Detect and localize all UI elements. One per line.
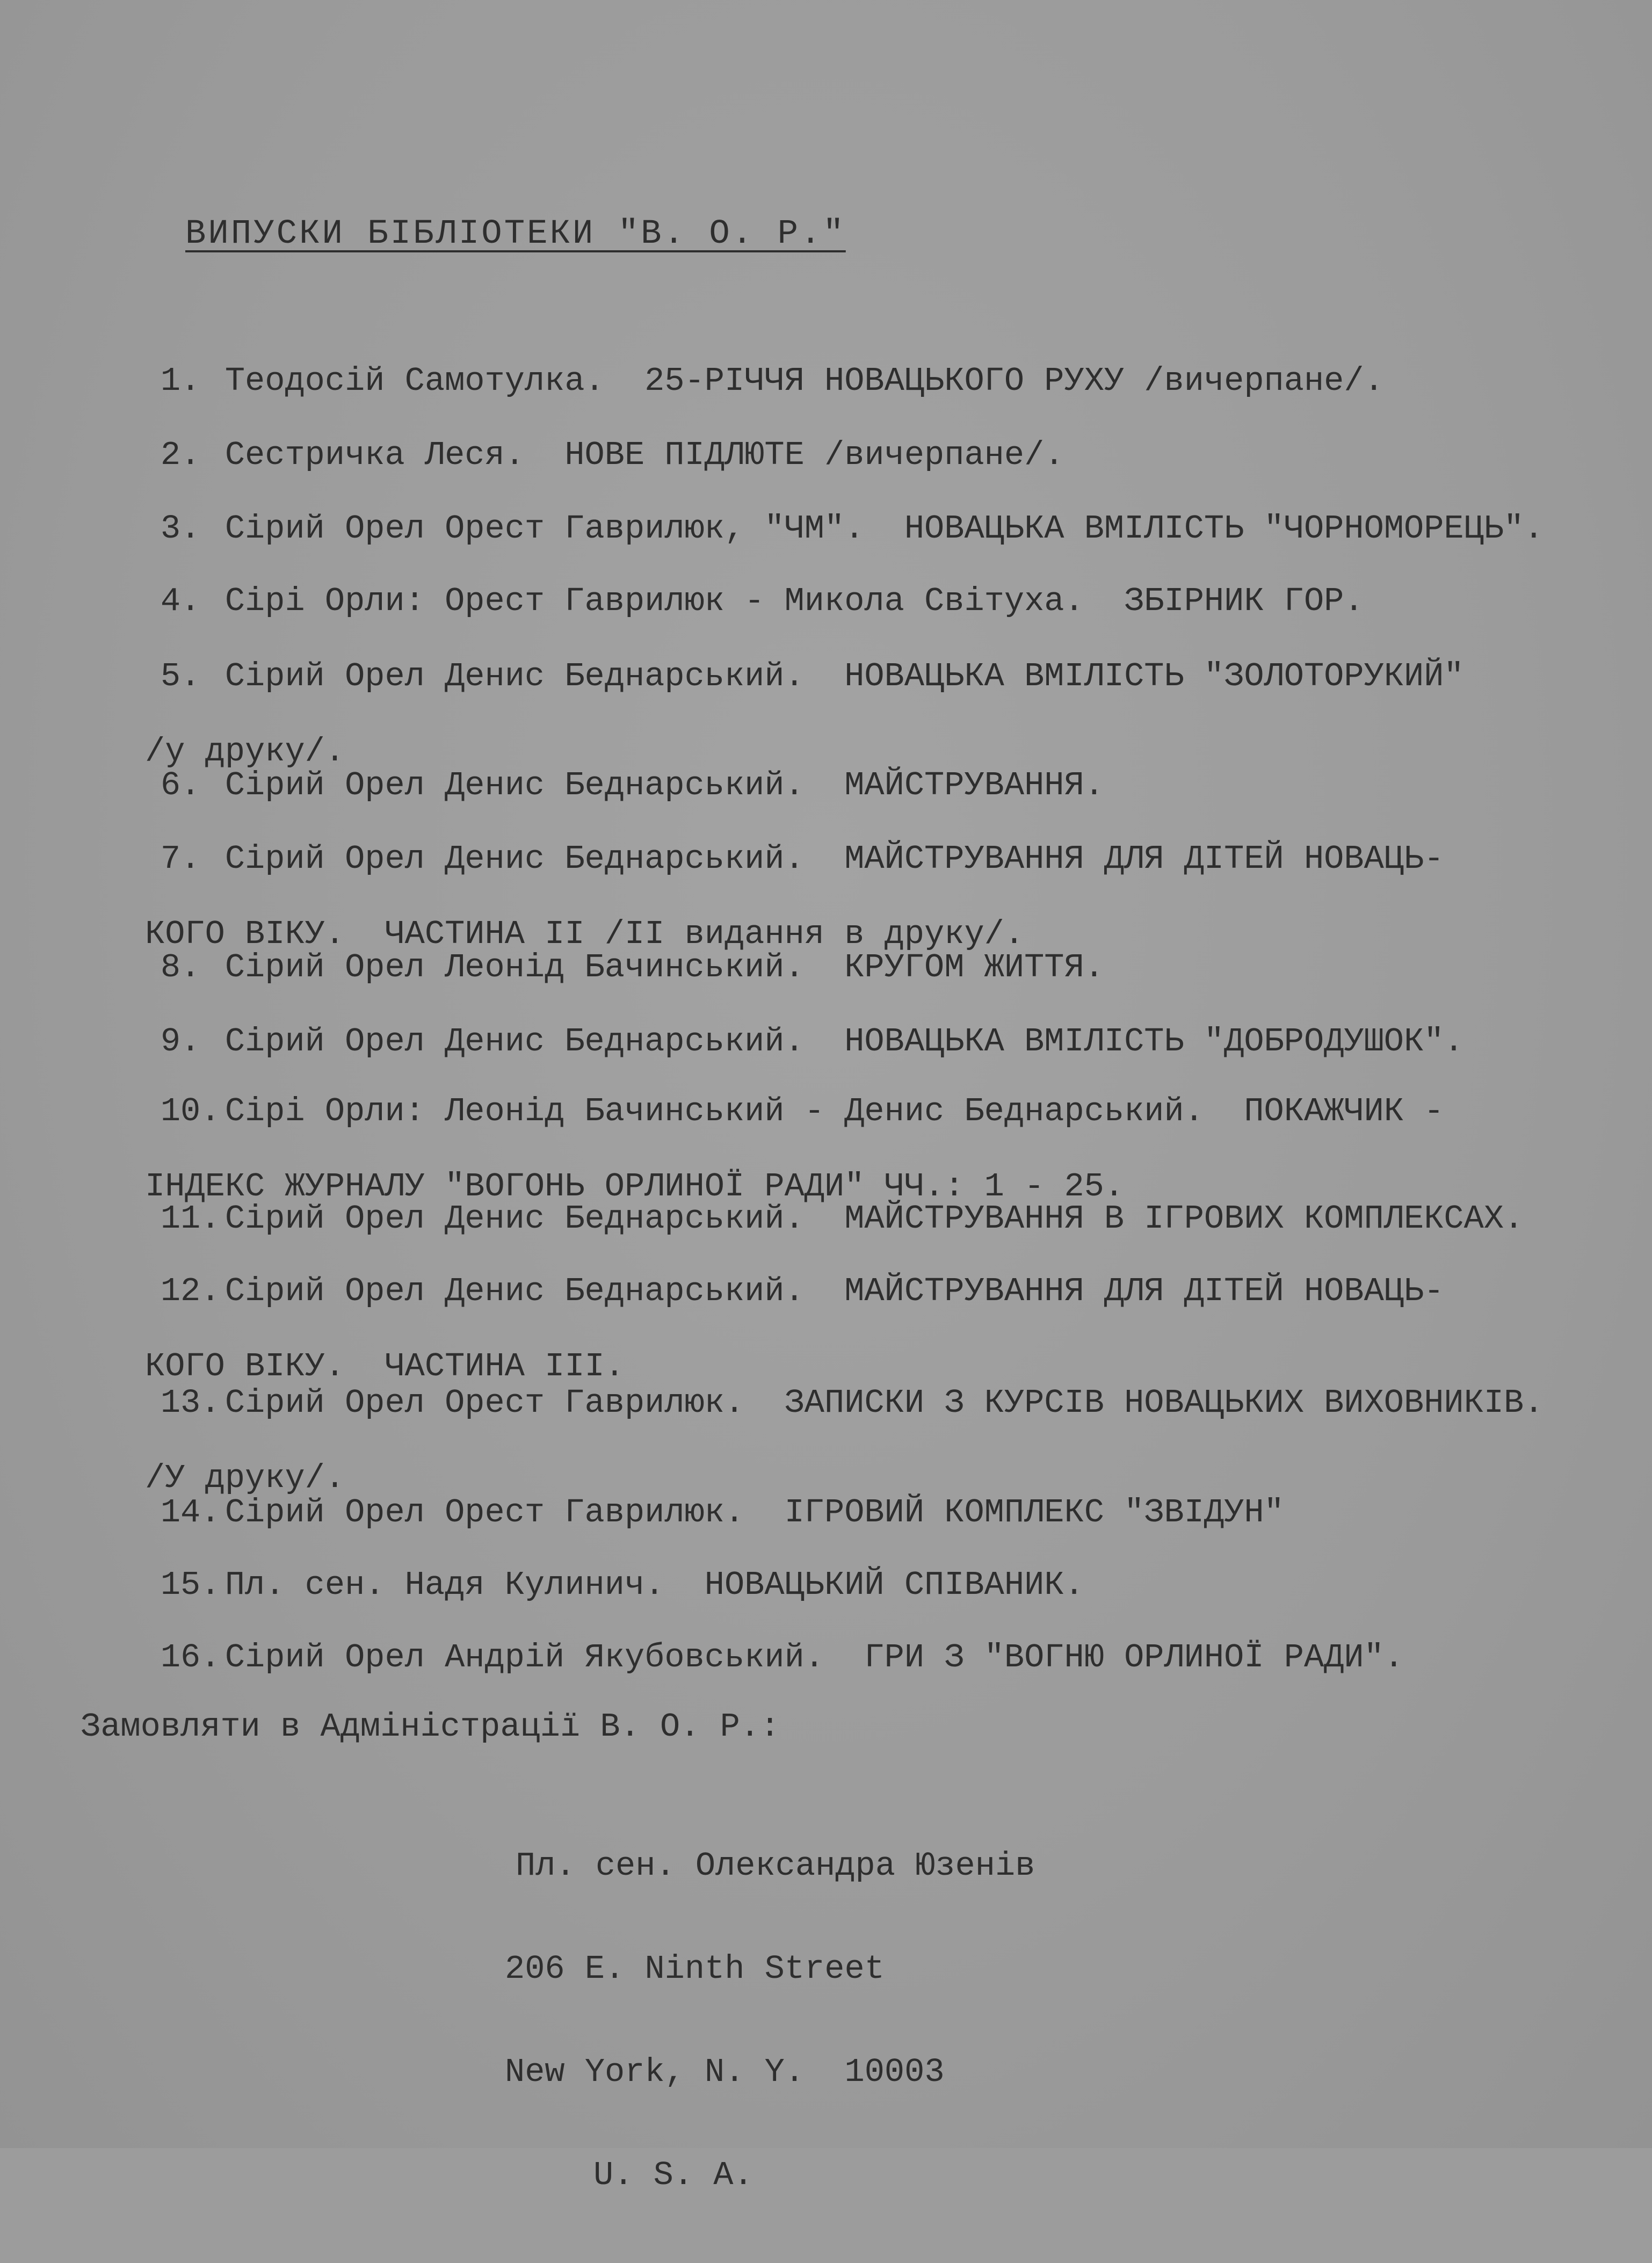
item-text: Сірий Орел Денис Беднарський. МАЙСТРУВАННЯ В ІГРОВИХ КОМПЛЕКСАХ. (224, 1200, 1524, 1238)
item-text: Сірий Орел Денис Беднарський. НОВАЦЬКА ВМІЛІСТЬ "ДОБРОДУШОК". (224, 1022, 1464, 1061)
item-number: 16. (160, 1638, 221, 1677)
address-name: Пл. сен. Олександра Юзенів (516, 1847, 1035, 1885)
item-number: 10. (160, 1092, 221, 1130)
item-text: Сірий Орел Орест Гаврилюк. ЗАПИСКИ З КУРСІВ НОВАЦЬКИХ ВИХОВНИКІВ. (224, 1384, 1544, 1422)
item-text: Сірі Орли: Орест Гаврилюк - Микола Світуха. ЗБІРНИК ГОР. (224, 582, 1364, 620)
address-street: 206 E. Ninth Street (505, 1950, 885, 1988)
item-text: Сірий Орел Денис Беднарський. МАЙСТРУВАННЯ ДЛЯ ДІТЕЙ НОВАЦЬ- (224, 1272, 1444, 1310)
item-text: Сірий Орел Денис Беднарський. НОВАЦЬКА ВМІЛІСТЬ "ЗОЛОТОРУКИЙ" (224, 657, 1464, 695)
item-text: Сірий Орел Орест Гаврилюк, "ЧМ". НОВАЦЬКА ВМІЛІСТЬ "ЧОРНОМОРЕЦЬ". (224, 510, 1544, 548)
item-number: 12. (160, 1272, 221, 1310)
item-number: 9. (160, 1022, 201, 1061)
item-text: Сестричка Леся. НОВЕ ПІДЛЮТЕ /вичерпане/. (224, 436, 1064, 474)
item-text: Сірий Орел Денис Беднарський. МАЙСТРУВАННЯ. (224, 766, 1104, 804)
item-text: Сірий Орел Андрій Якубовський. ГРИ З "ВОГНЮ ОРЛИНОЇ РАДИ". (224, 1638, 1404, 1677)
item-number: 15. (160, 1566, 221, 1604)
item-text-continuation: /у друку/. (145, 732, 345, 771)
mailing-address (505, 1780, 1035, 2261)
item-number: 6. (160, 766, 201, 804)
item-number: 3. (160, 510, 201, 548)
item-text: Сірий Орел Леонід Бачинський. КРУГОМ ЖИТТЯ. (224, 948, 1104, 987)
document-title: ВИПУСКИ БІБЛІОТЕКИ "В. О. Р." (185, 215, 846, 253)
item-text: Пл. сен. Надя Кулинич. НОВАЦЬКИЙ СПІВАНИК. (224, 1566, 1084, 1604)
order-instructions: Замовляти в Адміністрації В. О. Р.: (81, 1708, 780, 1746)
item-text-continuation: ІНДЕКС ЖУРНАЛУ "ВОГОНЬ ОРЛИНОЇ РАДИ" ЧЧ.: 1 - 25. (145, 1167, 1125, 1206)
item-number: 8. (160, 948, 201, 987)
item-number: 7. (160, 840, 201, 878)
address-country: U. S. A. (593, 2156, 753, 2194)
item-text-continuation: КОГО ВІКУ. ЧАСТИНА II /II видання в друку/. (145, 915, 1025, 953)
item-text: Сірі Орли: Леонід Бачинський - Денис Беднарський. ПОКАЖЧИК - (224, 1092, 1444, 1130)
item-number: 4. (160, 582, 201, 620)
item-number: 14. (160, 1493, 221, 1532)
item-text-continuation: КОГО ВІКУ. ЧАСТИНА III. (145, 1347, 625, 1386)
item-text: Сірий Орел Орест Гаврилюк. ІГРОВИЙ КОМПЛЕКС "ЗВІДУН" (224, 1493, 1284, 1532)
item-number: 13. (160, 1384, 221, 1422)
item-number: 1. (160, 362, 201, 400)
address-city: New York, N. Y. 10003 (505, 2053, 945, 2091)
item-text: Сірий Орел Денис Беднарський. МАЙСТРУВАННЯ ДЛЯ ДІТЕЙ НОВАЦЬ- (224, 840, 1444, 878)
list-item (81, 1601, 1404, 1714)
item-text: Теодосій Самотулка. 25-РІЧЧЯ НОВАЦЬКОГО РУХУ /вичерпане/. (224, 362, 1384, 400)
item-number: 5. (160, 657, 201, 695)
item-number: 2. (160, 436, 201, 474)
item-text-continuation: /У друку/. (145, 1459, 345, 1497)
item-number: 11. (160, 1200, 221, 1238)
